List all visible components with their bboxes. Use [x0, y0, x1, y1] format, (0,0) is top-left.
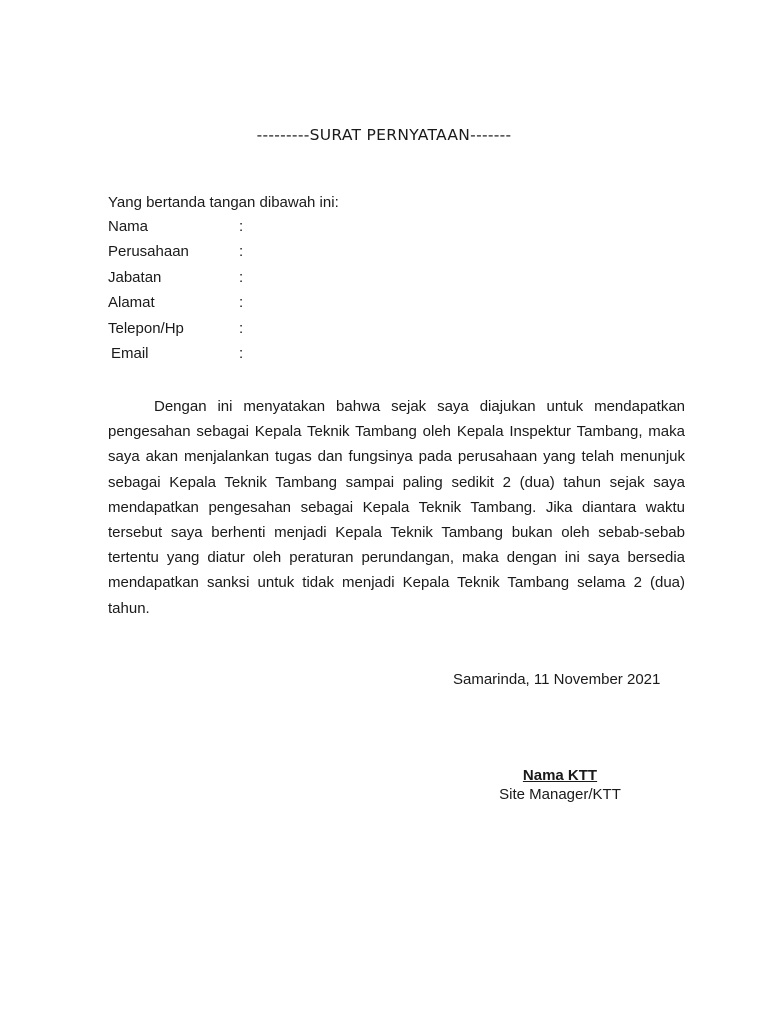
signer-position: Site Manager/KTT [499, 786, 621, 803]
field-label-alamat: Alamat [108, 294, 155, 312]
field-row-perusahaan [108, 243, 408, 268]
identity-fields [108, 218, 408, 370]
field-colon-perusahaan: : [239, 243, 244, 261]
field-row-email [108, 345, 408, 370]
field-row-jabatan [108, 269, 408, 294]
field-colon-nama: : [239, 218, 244, 235]
field-label-nama: Nama [108, 218, 149, 235]
field-colon-telepon: : [239, 319, 244, 337]
field-colon-jabatan: : [239, 268, 244, 286]
document-title: ---------SURAT PERNYATAAN------- [256, 126, 512, 144]
field-label-email: Email [111, 344, 149, 362]
place-date: Samarinda, 11 November 2021 [453, 671, 661, 688]
field-row-telepon [108, 320, 408, 345]
field-colon-email: : [239, 344, 244, 362]
statement-paragraph: Dengan ini menyatakan bahwa sejak saya diajukan untuk mendapatkan pengesahan sebagai Kepala Teknik Tambang oleh Kepala Inspektur Tambang, maka saya akan menjalankan tugas dan fungsinya pada perusahaan yang telah menunjuk sebagai Kepala Teknik Tambang sampai paling sedikit 2 (dua) tahun sejak saya mendapatkan pengesahan sebagai Kepala Teknik Tambang. Jika diantara waktu tersebut saya berhenti menjadi Kepala Teknik Tambang bukan oleh sebab-sebab tertentu yang diatur oleh peraturan perundangan, maka dengan ini saya bersedia mendapatkan sanksi untuk tidak menjadi Kepala Teknik Tambang selama 2 (dua) tahun. [108, 398, 685, 617]
field-colon-alamat: : [239, 294, 244, 312]
signer-name: Nama KTT [522, 767, 598, 784]
signature-block [460, 766, 660, 804]
field-label-perusahaan: Perusahaan [108, 243, 189, 261]
intro-text: Yang bertanda tangan dibawah ini: [108, 194, 339, 211]
field-label-jabatan: Jabatan [108, 268, 162, 286]
field-row-nama [108, 218, 408, 243]
field-row-alamat [108, 294, 408, 319]
field-label-telepon: Telepon/Hp [108, 319, 184, 337]
